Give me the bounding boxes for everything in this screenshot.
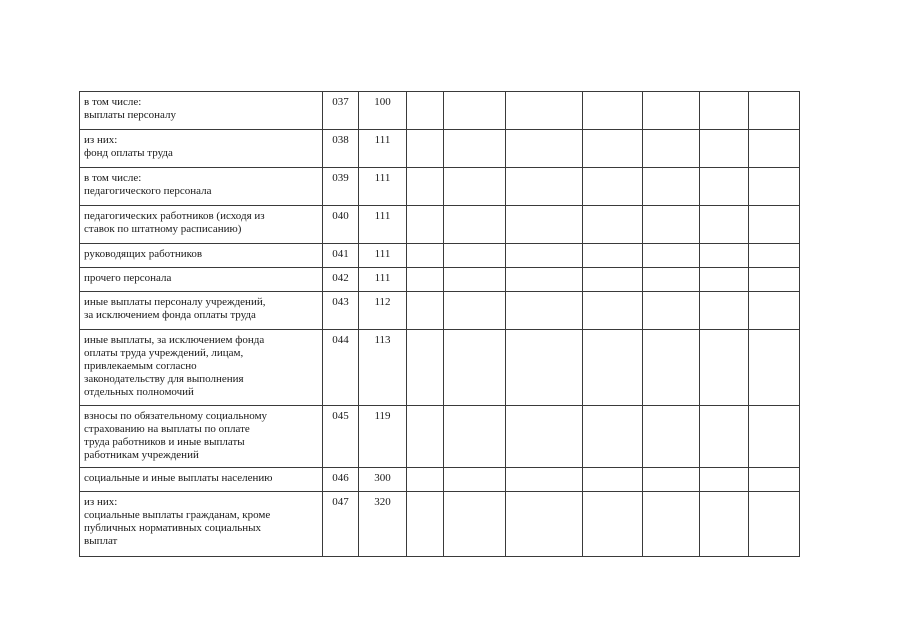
kbk-code-cell: 300 — [359, 468, 407, 492]
value-cell — [407, 130, 444, 168]
value-cell — [749, 268, 800, 292]
value-cell — [749, 330, 800, 406]
value-cell — [407, 168, 444, 206]
value-cell — [444, 168, 506, 206]
row-label-line: взносы по обязательному социальному — [84, 410, 268, 422]
row-label-line: социальные и иные выплаты населению — [84, 472, 273, 484]
row-label-line: законодательству для выполнения — [84, 373, 244, 385]
row-label — [80, 244, 323, 268]
value-cell — [700, 492, 749, 557]
value-cell — [407, 292, 444, 330]
value-cell — [506, 330, 583, 406]
value-cell — [583, 244, 643, 268]
value-cell — [700, 92, 749, 130]
row-label — [80, 168, 323, 206]
value-cell — [700, 468, 749, 492]
value-cell — [583, 406, 643, 468]
row-label-line: оплаты труда учреждений, лицам, — [84, 347, 244, 359]
line-code-cell: 045 — [323, 406, 359, 468]
kbk-code-cell: 111 — [359, 130, 407, 168]
row-label-line: из них: — [84, 134, 118, 146]
value-cell — [749, 492, 800, 557]
value-cell — [506, 168, 583, 206]
row-label-line: выплаты персоналу — [84, 109, 177, 121]
value-cell — [643, 168, 700, 206]
row-label-line: иные выплаты, за исключением фонда — [84, 334, 265, 346]
value-cell — [749, 92, 800, 130]
value-cell — [444, 130, 506, 168]
value-cell — [444, 406, 506, 468]
value-cell — [444, 468, 506, 492]
value-cell — [407, 206, 444, 244]
value-cell — [583, 206, 643, 244]
row-label-line: фонд оплаты труда — [84, 147, 173, 159]
value-cell — [583, 468, 643, 492]
value-cell — [700, 406, 749, 468]
row-label — [80, 406, 323, 468]
value-cell — [749, 206, 800, 244]
row-label-line: из них: — [84, 496, 118, 508]
value-cell — [407, 92, 444, 130]
line-code-cell: 039 — [323, 168, 359, 206]
row-label-line: прочего персонала — [84, 272, 172, 284]
value-cell — [583, 330, 643, 406]
row-label-line: социальные выплаты гражданам, кроме — [84, 509, 271, 521]
row-label-line: ставок по штатному расписанию) — [84, 223, 242, 235]
row-label — [80, 268, 323, 292]
value-cell — [700, 130, 749, 168]
line-code-cell: 041 — [323, 244, 359, 268]
value-cell — [506, 468, 583, 492]
row-label — [80, 492, 323, 557]
row-label-line: иные выплаты персоналу учреждений, — [84, 296, 266, 308]
value-cell — [444, 244, 506, 268]
table-row — [80, 406, 800, 468]
row-label-line: педагогических работников (исходя из — [84, 210, 265, 222]
table-body — [80, 92, 800, 557]
value-cell — [444, 492, 506, 557]
value-cell — [643, 492, 700, 557]
value-cell — [506, 268, 583, 292]
value-cell — [643, 406, 700, 468]
table-row — [80, 292, 800, 330]
row-label-line: публичных нормативных социальных — [84, 522, 262, 534]
kbk-code-cell: 112 — [359, 292, 407, 330]
value-cell — [700, 244, 749, 268]
value-cell — [749, 244, 800, 268]
line-code-cell: 044 — [323, 330, 359, 406]
line-code-cell: 040 — [323, 206, 359, 244]
value-cell — [749, 468, 800, 492]
kbk-code-cell: 113 — [359, 330, 407, 406]
value-cell — [444, 268, 506, 292]
line-code-cell: 042 — [323, 268, 359, 292]
value-cell — [749, 406, 800, 468]
row-label — [80, 92, 323, 130]
table-row — [80, 268, 800, 292]
value-cell — [407, 330, 444, 406]
value-cell — [407, 244, 444, 268]
table-row — [80, 468, 800, 492]
row-label — [80, 330, 323, 406]
line-code-cell: 043 — [323, 292, 359, 330]
value-cell — [583, 492, 643, 557]
kbk-code-cell: 119 — [359, 406, 407, 468]
value-cell — [444, 292, 506, 330]
row-label-line: в том числе: — [84, 172, 142, 184]
row-label — [80, 130, 323, 168]
value-cell — [444, 330, 506, 406]
budget-table — [79, 91, 800, 557]
table-row — [80, 130, 800, 168]
kbk-code-cell: 320 — [359, 492, 407, 557]
value-cell — [407, 268, 444, 292]
value-cell — [583, 268, 643, 292]
row-label — [80, 292, 323, 330]
value-cell — [506, 244, 583, 268]
value-cell — [583, 130, 643, 168]
value-cell — [643, 268, 700, 292]
value-cell — [444, 92, 506, 130]
table-row — [80, 92, 800, 130]
value-cell — [407, 406, 444, 468]
value-cell — [749, 130, 800, 168]
value-cell — [643, 130, 700, 168]
table-row — [80, 206, 800, 244]
kbk-code-cell: 100 — [359, 92, 407, 130]
value-cell — [583, 92, 643, 130]
value-cell — [407, 468, 444, 492]
row-label-line: работникам учреждений — [84, 449, 199, 461]
value-cell — [643, 292, 700, 330]
value-cell — [643, 330, 700, 406]
value-cell — [506, 92, 583, 130]
kbk-code-cell: 111 — [359, 206, 407, 244]
value-cell — [643, 468, 700, 492]
row-label-line: выплат — [84, 535, 118, 547]
value-cell — [583, 168, 643, 206]
value-cell — [407, 492, 444, 557]
value-cell — [444, 206, 506, 244]
table-row — [80, 168, 800, 206]
table-row — [80, 244, 800, 268]
kbk-code-cell: 111 — [359, 244, 407, 268]
value-cell — [749, 292, 800, 330]
value-cell — [643, 244, 700, 268]
row-label-line: труда работников и иные выплаты — [84, 436, 245, 448]
line-code-cell: 046 — [323, 468, 359, 492]
value-cell — [506, 292, 583, 330]
value-cell — [506, 406, 583, 468]
row-label-line: отдельных полномочий — [84, 386, 194, 398]
table-row — [80, 492, 800, 557]
row-label — [80, 206, 323, 244]
row-label-line: за исключением фонда оплаты труда — [84, 309, 256, 321]
value-cell — [643, 92, 700, 130]
value-cell — [583, 292, 643, 330]
value-cell — [506, 130, 583, 168]
line-code-cell: 037 — [323, 92, 359, 130]
value-cell — [700, 330, 749, 406]
value-cell — [506, 206, 583, 244]
line-code-cell: 047 — [323, 492, 359, 557]
table-row — [80, 330, 800, 406]
row-label-line: страхованию на выплаты по оплате — [84, 423, 250, 435]
value-cell — [700, 168, 749, 206]
line-code-cell: 038 — [323, 130, 359, 168]
value-cell — [506, 492, 583, 557]
value-cell — [700, 268, 749, 292]
value-cell — [700, 206, 749, 244]
row-label-line: руководящих работников — [84, 248, 203, 260]
row-label-line: в том числе: — [84, 96, 142, 108]
row-label — [80, 468, 323, 492]
kbk-code-cell: 111 — [359, 268, 407, 292]
value-cell — [643, 206, 700, 244]
kbk-code-cell: 111 — [359, 168, 407, 206]
value-cell — [700, 292, 749, 330]
row-label-line: педагогического персонала — [84, 185, 212, 197]
value-cell — [749, 168, 800, 206]
row-label-line: привлекаемым согласно — [84, 360, 197, 372]
